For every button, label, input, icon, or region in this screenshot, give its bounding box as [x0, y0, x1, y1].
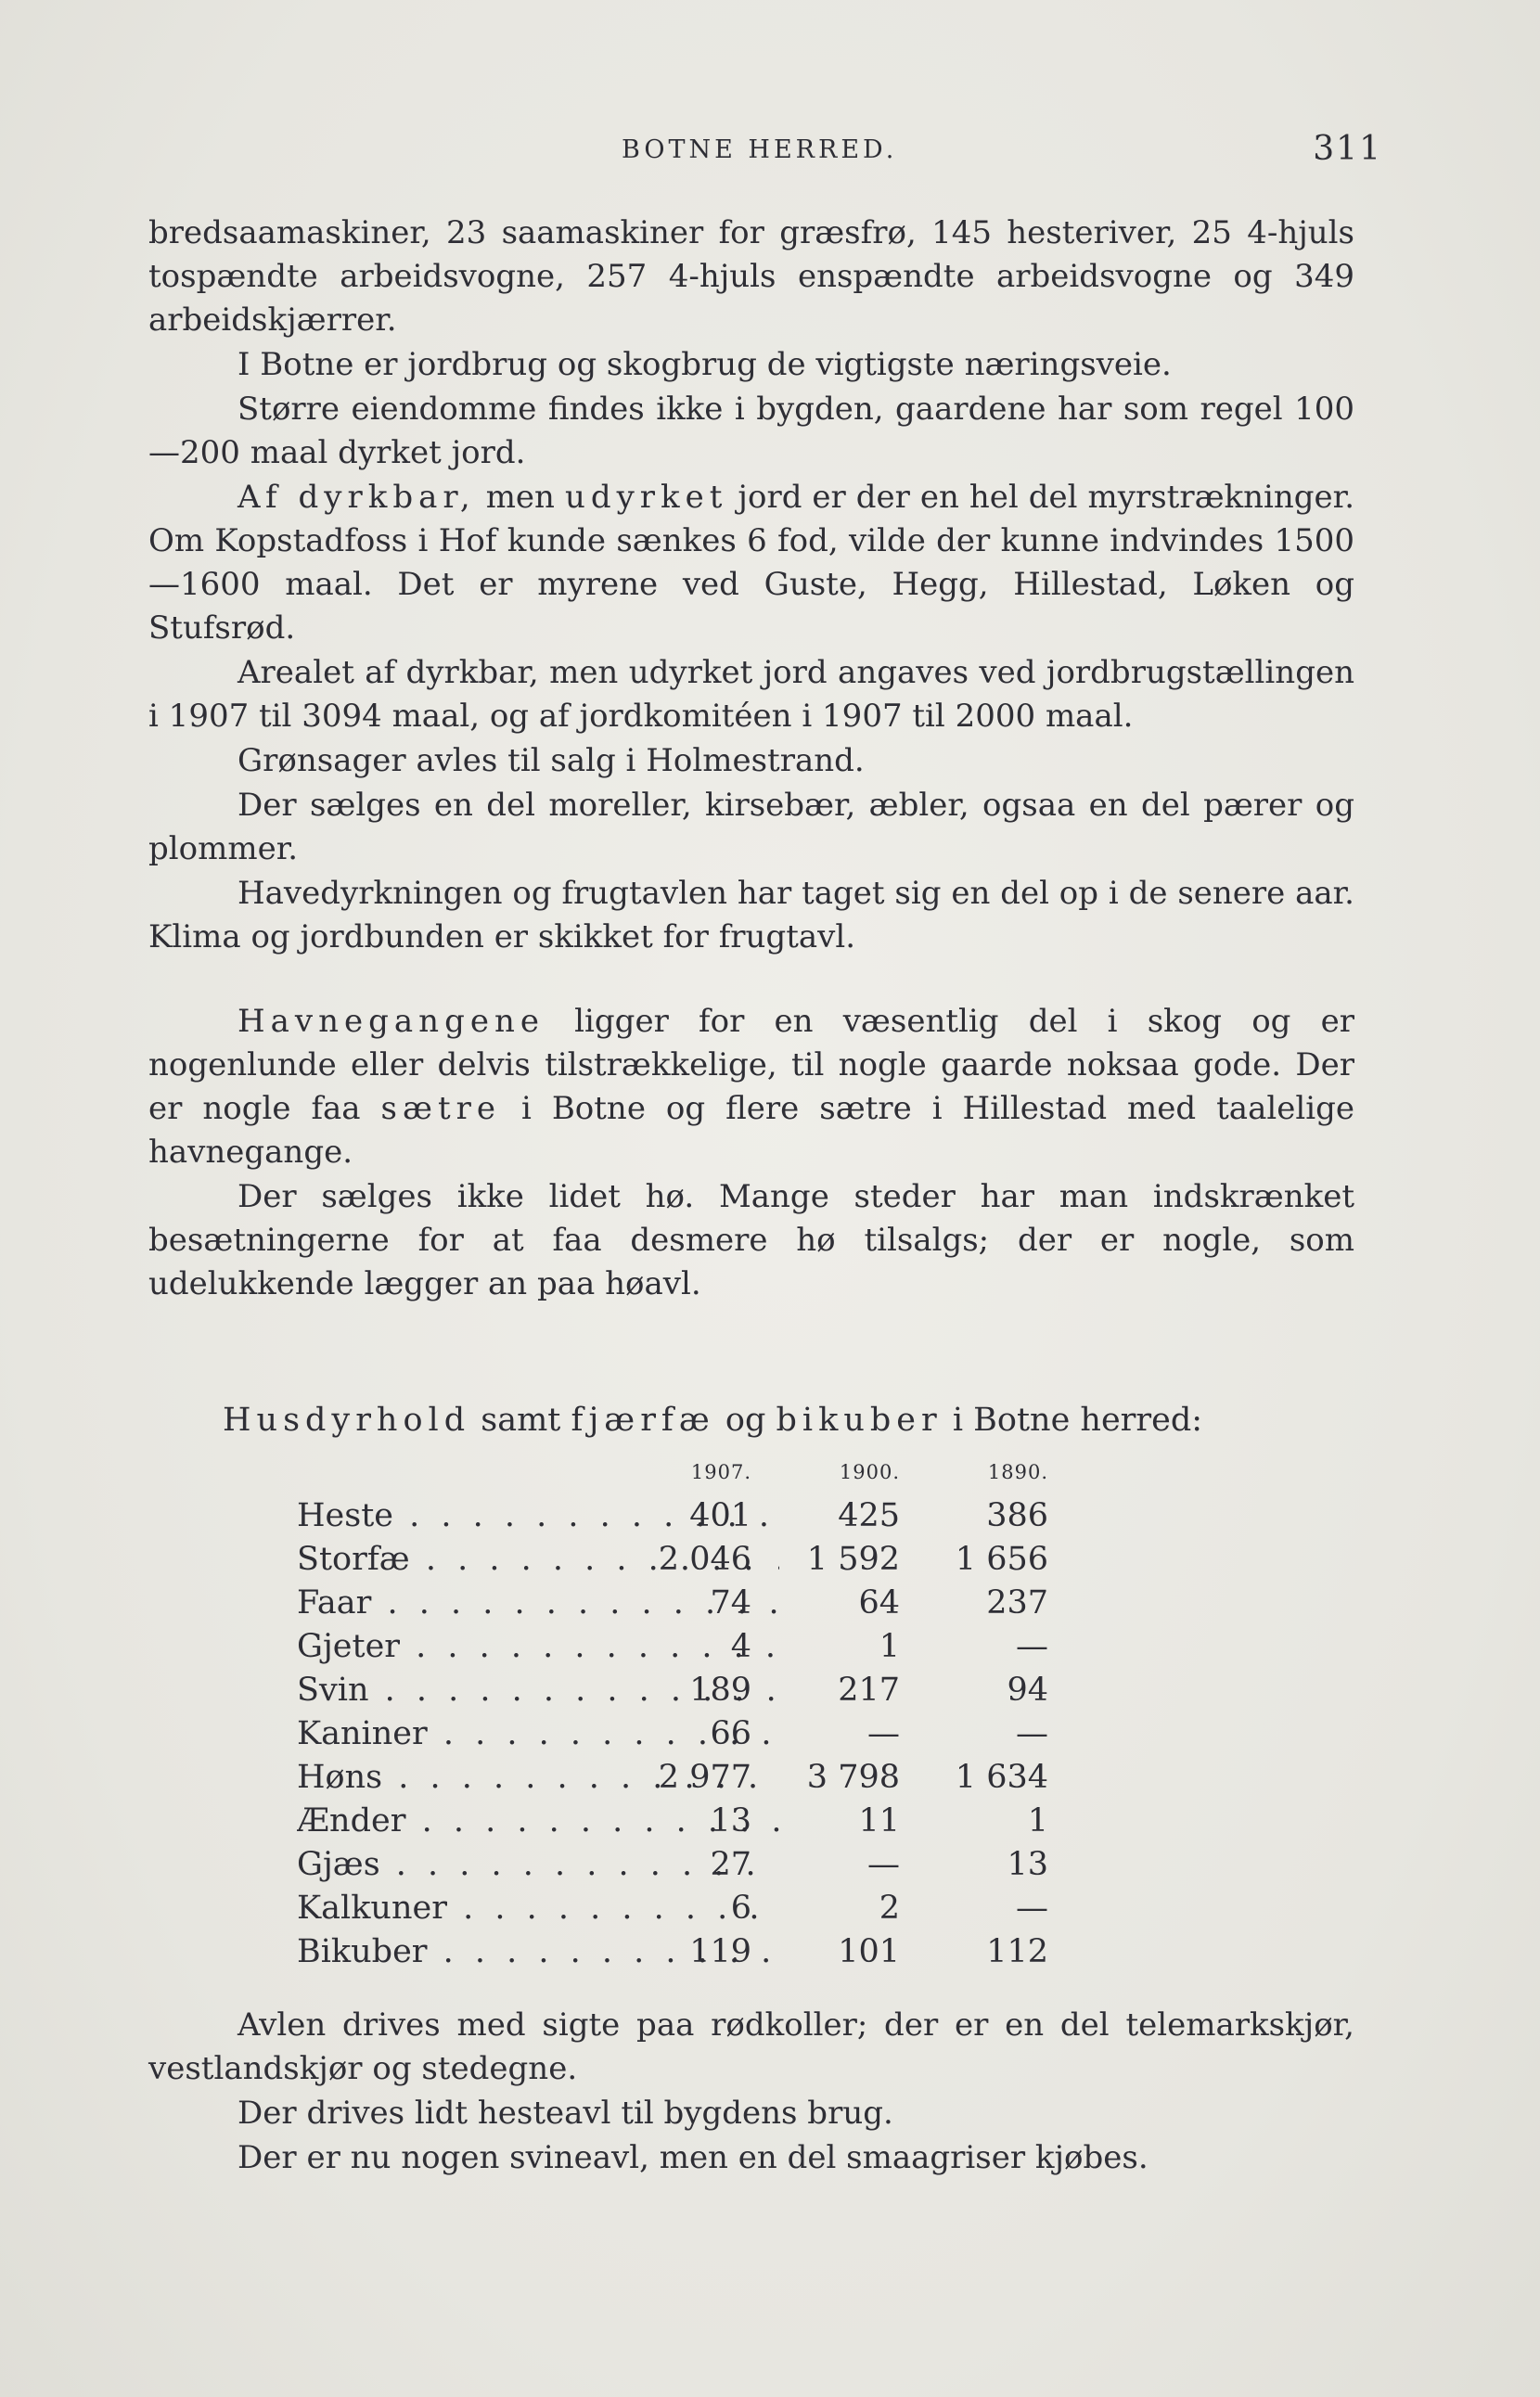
- value-1907: 401: [689, 1497, 751, 1534]
- spaced-emphasis: Husdyrhold: [223, 1402, 471, 1439]
- paragraph: Der sælges ikke lidet hø. Mange steder har man indskrænket besætningerne for at faa desmere hø tilsalgs; der er nogle, som udelukkende lægger an paa høavl.: [148, 1178, 1354, 1302]
- value-1900: 1 592: [806, 1541, 900, 1578]
- table-row: [297, 1800, 1225, 1843]
- spaced-emphasis: Havnegangene: [237, 1003, 545, 1040]
- table-row: [297, 1669, 1225, 1712]
- table-row: [297, 1887, 1225, 1930]
- paragraph-text: jord er der en hel del myrstrækninger. Om Kopstadfoss i Hof kunde sænkes 6 fod, vilde der kunne indvindes 1500—1600 maal. Det er myrene ved Guste, Hegg, Hillestad, Løken og Stufsrød.: [148, 479, 1355, 647]
- body-text: [148, 212, 1354, 1307]
- table-row: [297, 1843, 1225, 1887]
- paragraph: [148, 476, 1354, 650]
- table-heading: [223, 1399, 1354, 1442]
- row-label-text: Høns: [297, 1759, 383, 1796]
- paragraph: Arealet af dyrkbar, men udyrket jord angaves ved jordbrugstællingen i 1907 til 3094 maal, og af jordkomitéen i 1907 til 2000 maal.: [148, 654, 1354, 735]
- paragraph: Avlen drives med sigte paa rødkoller; der er en del telemarkskjør, vestlandskjør og stedegne.: [148, 2006, 1354, 2087]
- paragraph-text: men: [475, 479, 565, 516]
- value-1900: —: [867, 1715, 900, 1752]
- year-header: 1907.: [690, 1461, 751, 1483]
- value-1907: 66: [710, 1715, 751, 1752]
- value-1907: 27: [710, 1846, 751, 1883]
- paragraph: Der sælges en del moreller, kirsebær, æbler, ogsaa en del pærer og plommer.: [148, 787, 1354, 867]
- spaced-emphasis: bikuber: [776, 1402, 943, 1439]
- paragraph-text: ligger for en væsentlig del i skog og er nogenlunde eller delvis tilstrækkelige, til nogle gaarde noksaa gode. Der er nogle faa: [148, 1003, 1354, 1127]
- value-1890: —: [1016, 1715, 1048, 1752]
- value-1900: 64: [858, 1584, 900, 1622]
- table-row: [297, 1494, 1225, 1538]
- value-1900: 11: [858, 1802, 900, 1839]
- value-1900: 425: [838, 1497, 900, 1534]
- value-1900: 3 798: [806, 1759, 900, 1796]
- year-header: 1890.: [987, 1461, 1048, 1483]
- heading-text: og: [714, 1402, 776, 1439]
- value-1890: 13: [1007, 1846, 1048, 1883]
- paragraph: Der drives lidt hesteavl til bygdens brug.: [237, 2095, 893, 2132]
- value-1890: 1 656: [955, 1541, 1048, 1578]
- table-row: [297, 1930, 1225, 1974]
- table-row: [297, 1582, 1225, 1625]
- value-1900: 2: [879, 1890, 900, 1927]
- spaced-emphasis: udyrket: [564, 479, 728, 516]
- row-label-text: Kaniner: [297, 1715, 428, 1752]
- value-1907: 2 046: [658, 1541, 751, 1578]
- paragraph: Havedyrkningen og frugtavlen har taget sig en del op i de senere aar. Klima og jordbunden er skikket for frugtavl.: [148, 875, 1354, 955]
- paragraph: Større eiendomme findes ikke i bygden, gaardene har som regel 100—200 maal dyrket jord.: [148, 391, 1354, 471]
- value-1890: 237: [986, 1584, 1048, 1622]
- spaced-emphasis: fjærfæ: [571, 1402, 715, 1439]
- value-1890: 1 634: [955, 1759, 1048, 1796]
- value-1890: 1: [1027, 1802, 1048, 1839]
- row-label-text: Gjeter: [297, 1628, 401, 1665]
- value-1890: 94: [1007, 1672, 1048, 1709]
- paragraph: I Botne er jordbrug og skogbrug de vigtigste næringsveie.: [237, 346, 1172, 383]
- table-row: [297, 1625, 1225, 1669]
- row-label-text: Gjæs: [297, 1846, 380, 1883]
- value-1907: 119: [689, 1933, 751, 1970]
- value-1907: 13: [710, 1802, 751, 1839]
- paragraph-text: i Botne og flere sætre i Hillestad med taalelige havnegange.: [148, 1090, 1354, 1171]
- value-1907: 2 977: [658, 1759, 751, 1796]
- value-1900: 101: [838, 1933, 900, 1970]
- year-header: 1900.: [839, 1461, 900, 1483]
- heading-text: samt: [470, 1402, 571, 1439]
- value-1907: 189: [689, 1672, 751, 1709]
- table-row: [297, 1712, 1225, 1756]
- spaced-emphasis: Af dyrkbar,: [237, 479, 476, 516]
- row-label-text: Faar: [297, 1584, 372, 1622]
- value-1900: —: [867, 1846, 900, 1883]
- row-label-text: Kalkuner: [297, 1890, 447, 1927]
- row-label-text: Ænder: [297, 1802, 406, 1839]
- value-1907: 4: [730, 1628, 751, 1665]
- spaced-emphasis: sætre: [380, 1090, 501, 1127]
- row-label-text: Bikuber: [297, 1933, 428, 1970]
- table-row: [297, 1538, 1225, 1582]
- paragraph: Grønsager avles til salg i Holmestrand.: [237, 742, 865, 779]
- row-label-text: Heste: [297, 1497, 393, 1534]
- value-1900: 217: [838, 1672, 900, 1709]
- heading-text: i Botne herred:: [942, 1402, 1203, 1439]
- value-1890: —: [1016, 1628, 1048, 1665]
- table-row: [297, 1756, 1225, 1800]
- row-label-text: Svin: [297, 1672, 369, 1709]
- value-1907: 74: [710, 1584, 751, 1622]
- value-1900: 1: [879, 1628, 900, 1665]
- value-1890: 112: [986, 1933, 1048, 1970]
- livestock-table: [297, 1461, 1225, 1974]
- paragraph: Der er nu nogen svineavl, men en del smaagriser kjøbes.: [237, 2139, 1149, 2176]
- value-1907: 6: [730, 1890, 751, 1927]
- row-label-text: Storfæ: [297, 1541, 410, 1578]
- running-title: BOTNE HERRED.: [622, 135, 898, 164]
- value-1890: 386: [986, 1497, 1048, 1534]
- paragraph-havnegange: [148, 1000, 1354, 1174]
- page-number: 311: [1313, 130, 1382, 168]
- page-header: [148, 130, 1382, 186]
- closing-text: [148, 2004, 1354, 2181]
- year-header-row: [297, 1461, 1225, 1494]
- paragraph: bredsaamaskiner, 23 saamaskiner for græsfrø, 145 hesteriver, 25 4-hjuls tospændte arbeidsvogne, 257 4-hjuls enspændte arbeidsvogne og 349 arbeidskjærrer.: [148, 214, 1354, 339]
- value-1890: —: [1016, 1890, 1048, 1927]
